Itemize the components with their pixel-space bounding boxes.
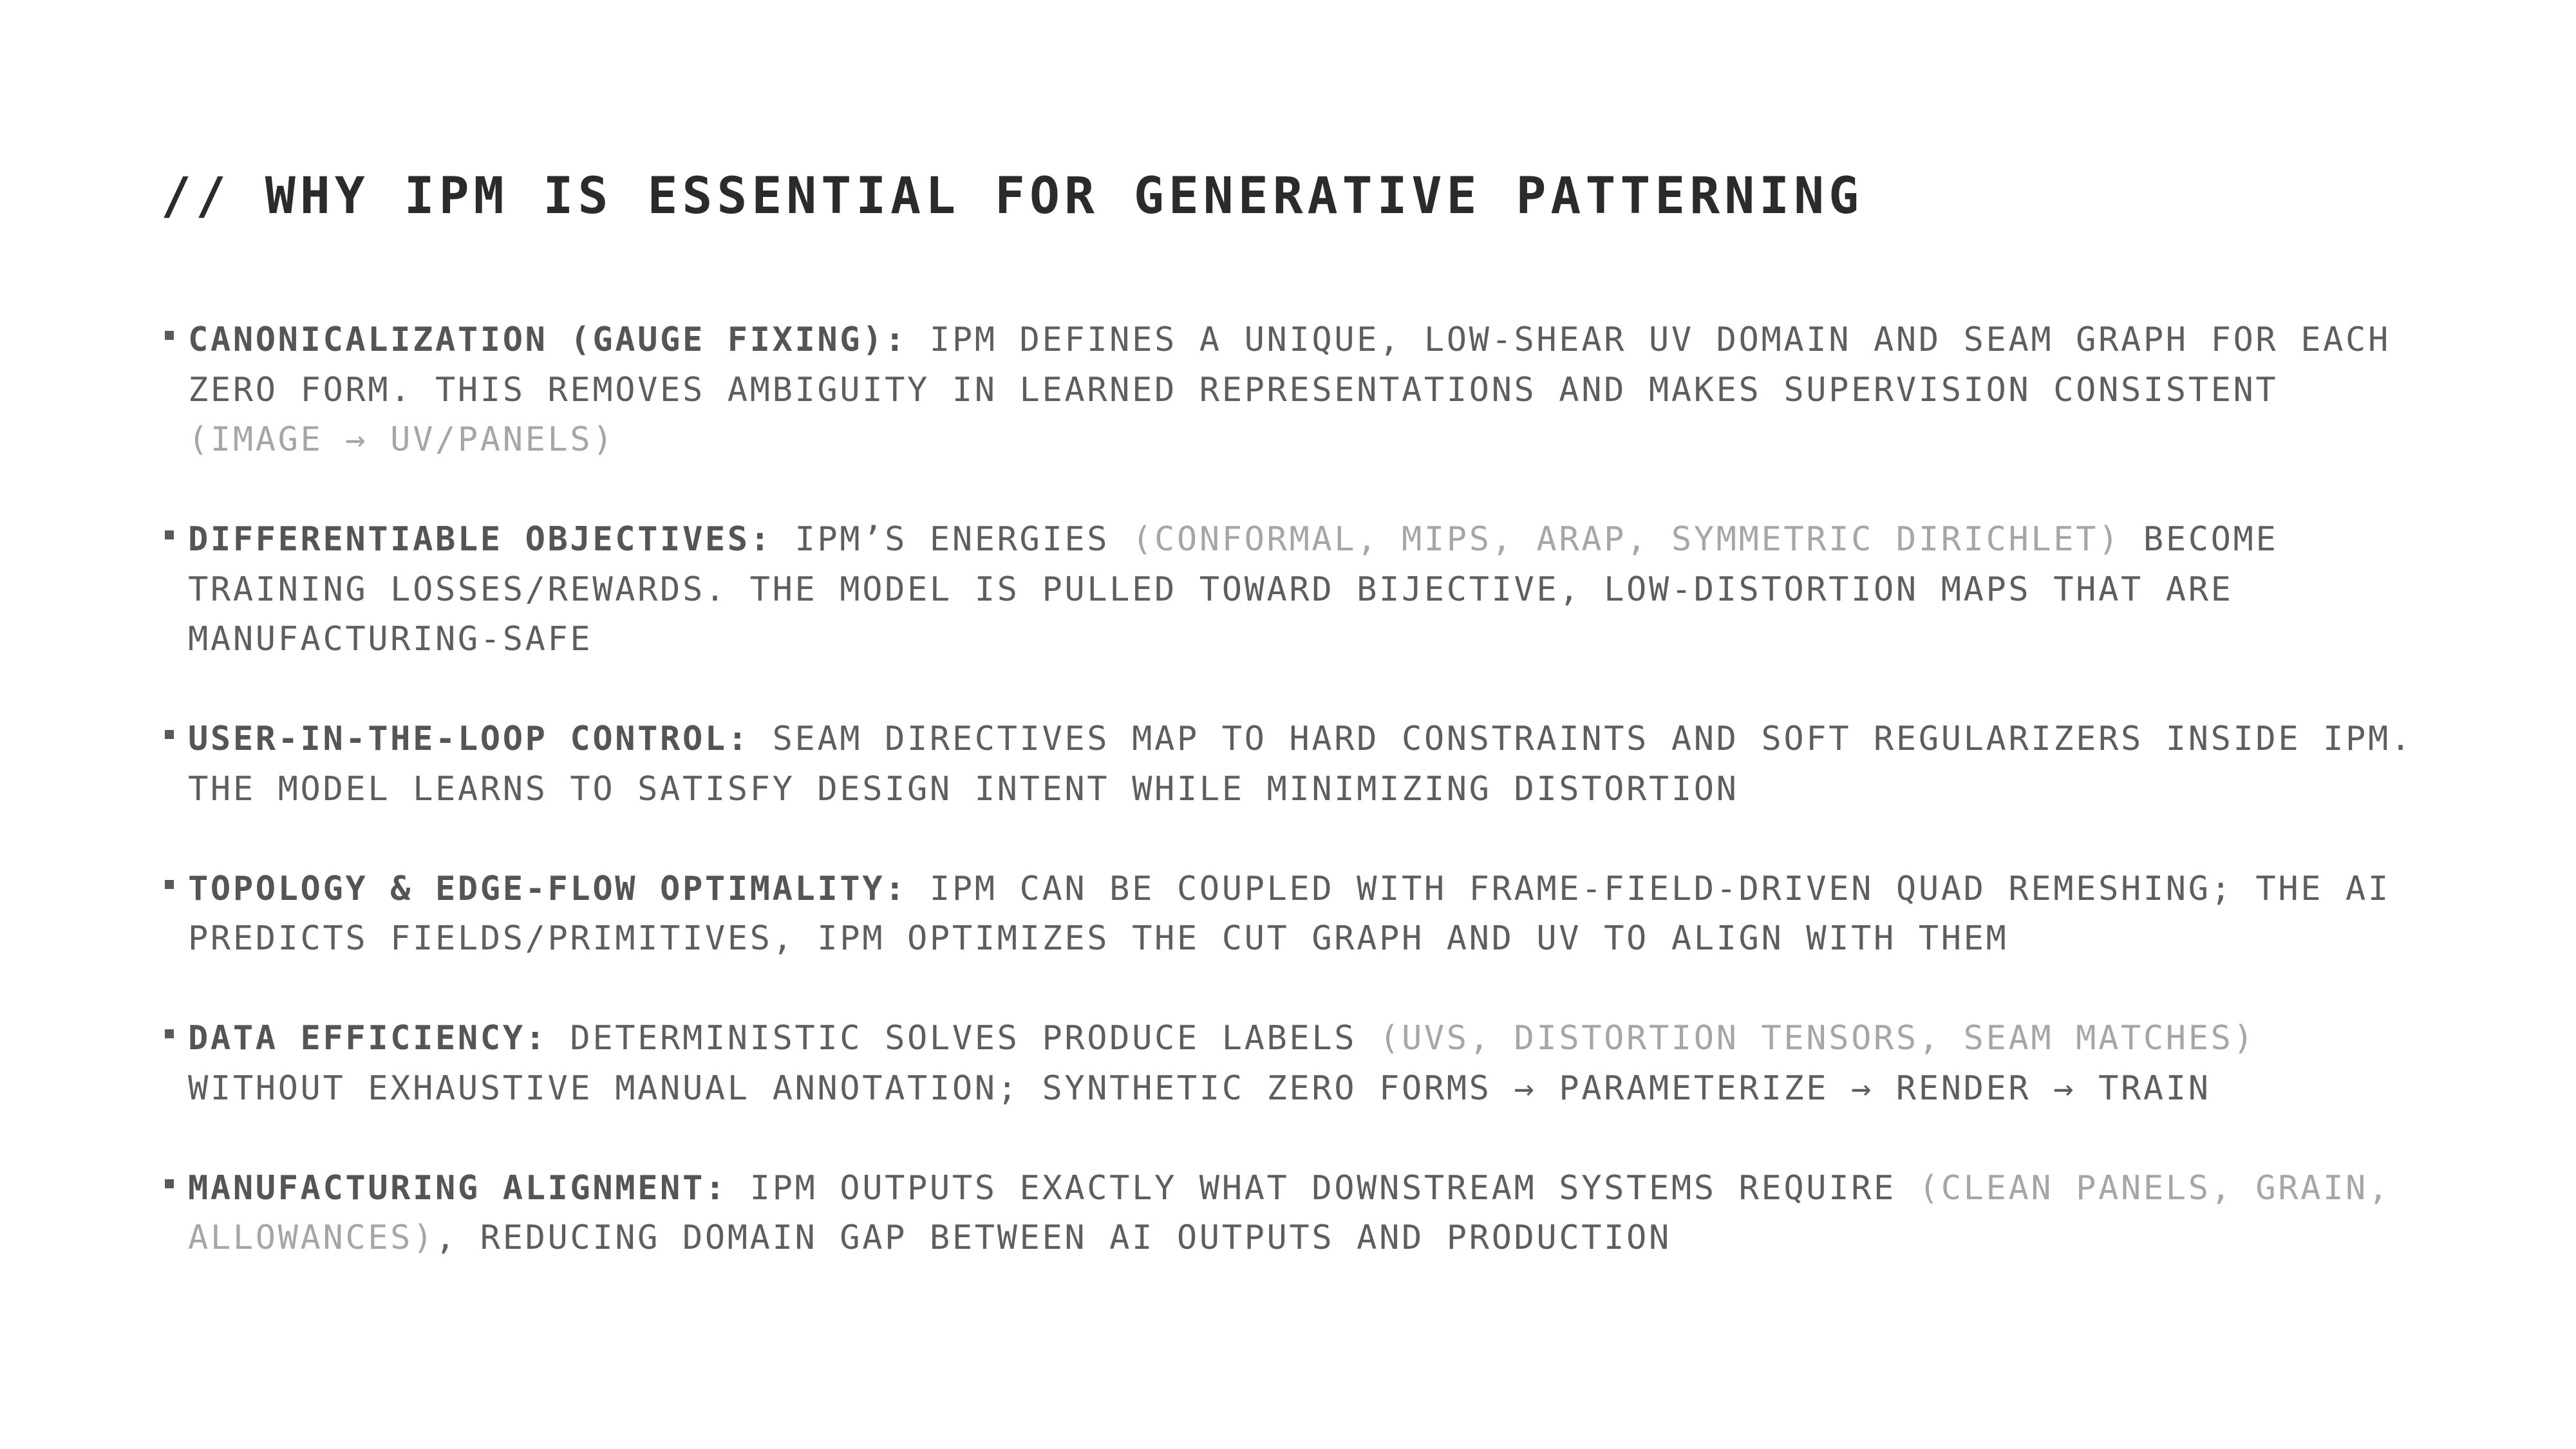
slide-title: // WHY IPM IS ESSENTIAL FOR GENERATIVE PATTERNING bbox=[161, 167, 1864, 225]
bullet-canonicalization bbox=[161, 315, 2414, 465]
bullet-differentiable-objectives bbox=[161, 515, 2414, 665]
bullet-lead: CANONICALIZATION (GAUGE FIXING): bbox=[188, 321, 908, 359]
bullet-topology-edge-flow bbox=[161, 865, 2414, 964]
bullet-aside: (CONFORMAL, MIPS, ARAP, SYMMETRIC DIRICHLET) bbox=[1132, 520, 2121, 559]
square-bullet-icon bbox=[165, 880, 174, 889]
bullet-text: IPM OUTPUTS EXACTLY WHAT DOWNSTREAM SYSTEMS REQUIRE bbox=[727, 1168, 1919, 1208]
bullet-text: SEAM DIRECTIVES MAP TO HARD CONSTRAINTS AND SOFT REGULARIZERS INSIDE IPM. THE MODEL LEARNS TO SATISFY DESIGN INTENT WHILE MINIMIZING DISTORTION bbox=[188, 720, 2413, 809]
square-bullet-icon bbox=[165, 1029, 174, 1038]
square-bullet-icon bbox=[165, 331, 174, 340]
bullet-text: DETERMINISTIC SOLVES PRODUCE LABELS bbox=[547, 1019, 1380, 1058]
bullet-aside: (UVS, DISTORTION TENSORS, SEAM MATCHES) bbox=[1379, 1019, 2256, 1058]
square-bullet-icon bbox=[165, 730, 174, 739]
bullet-user-in-the-loop bbox=[161, 715, 2414, 814]
bullet-lead: MANUFACTURING ALIGNMENT: bbox=[188, 1168, 728, 1208]
bullet-data-efficiency bbox=[161, 1014, 2414, 1114]
bullet-list bbox=[161, 315, 2414, 1313]
bullet-text: , REDUCING DOMAIN GAP BETWEEN AI OUTPUTS AND PRODUCTION bbox=[435, 1219, 1671, 1257]
bullet-lead: USER-IN-THE-LOOP CONTROL: bbox=[188, 720, 750, 758]
square-bullet-icon bbox=[165, 1179, 174, 1188]
bullet-text: IPM’S ENERGIES bbox=[772, 520, 1133, 559]
bullet-manufacturing-alignment bbox=[161, 1164, 2414, 1264]
bullet-text: WITHOUT EXHAUSTIVE MANUAL ANNOTATION; SYNTHETIC ZERO FORMS → PARAMETERIZE → RENDER → TRAIN bbox=[188, 1069, 2211, 1108]
square-bullet-icon bbox=[165, 530, 174, 539]
bullet-aside: (CLEAN PANELS, GRAIN, ALLOWANCES) bbox=[188, 1168, 2391, 1257]
bullet-lead: TOPOLOGY & EDGE-FLOW OPTIMALITY: bbox=[188, 869, 908, 908]
bullet-text: IPM DEFINES A UNIQUE, LOW-SHEAR UV DOMAIN AND SEAM GRAPH FOR EACH ZERO FORM. THIS REMOVES AMBIGUITY IN LEARNED REPRESENTATIONS AND MAKES SUPERVISION CONSISTENT bbox=[188, 321, 2391, 409]
bullet-text: BECOME TRAINING LOSSES/REWARDS. THE MODEL IS PULLED TOWARD BIJECTIVE, LOW-DISTORTION MAPS THAT ARE MANUFACTURING-SAFE bbox=[188, 520, 2279, 659]
bullet-lead: DATA EFFICIENCY: bbox=[188, 1019, 548, 1058]
bullet-aside: (IMAGE → UV/PANELS) bbox=[188, 420, 616, 459]
bullet-text: IPM CAN BE COUPLED WITH FRAME-FIELD-DRIVEN QUAD REMESHING; THE AI PREDICTS FIELDS/PRIMITIVES, IPM OPTIMIZES THE CUT GRAPH AND UV TO ALIGN WITH THEM bbox=[188, 869, 2391, 958]
bullet-lead: DIFFERENTIABLE OBJECTIVES: bbox=[188, 520, 773, 559]
